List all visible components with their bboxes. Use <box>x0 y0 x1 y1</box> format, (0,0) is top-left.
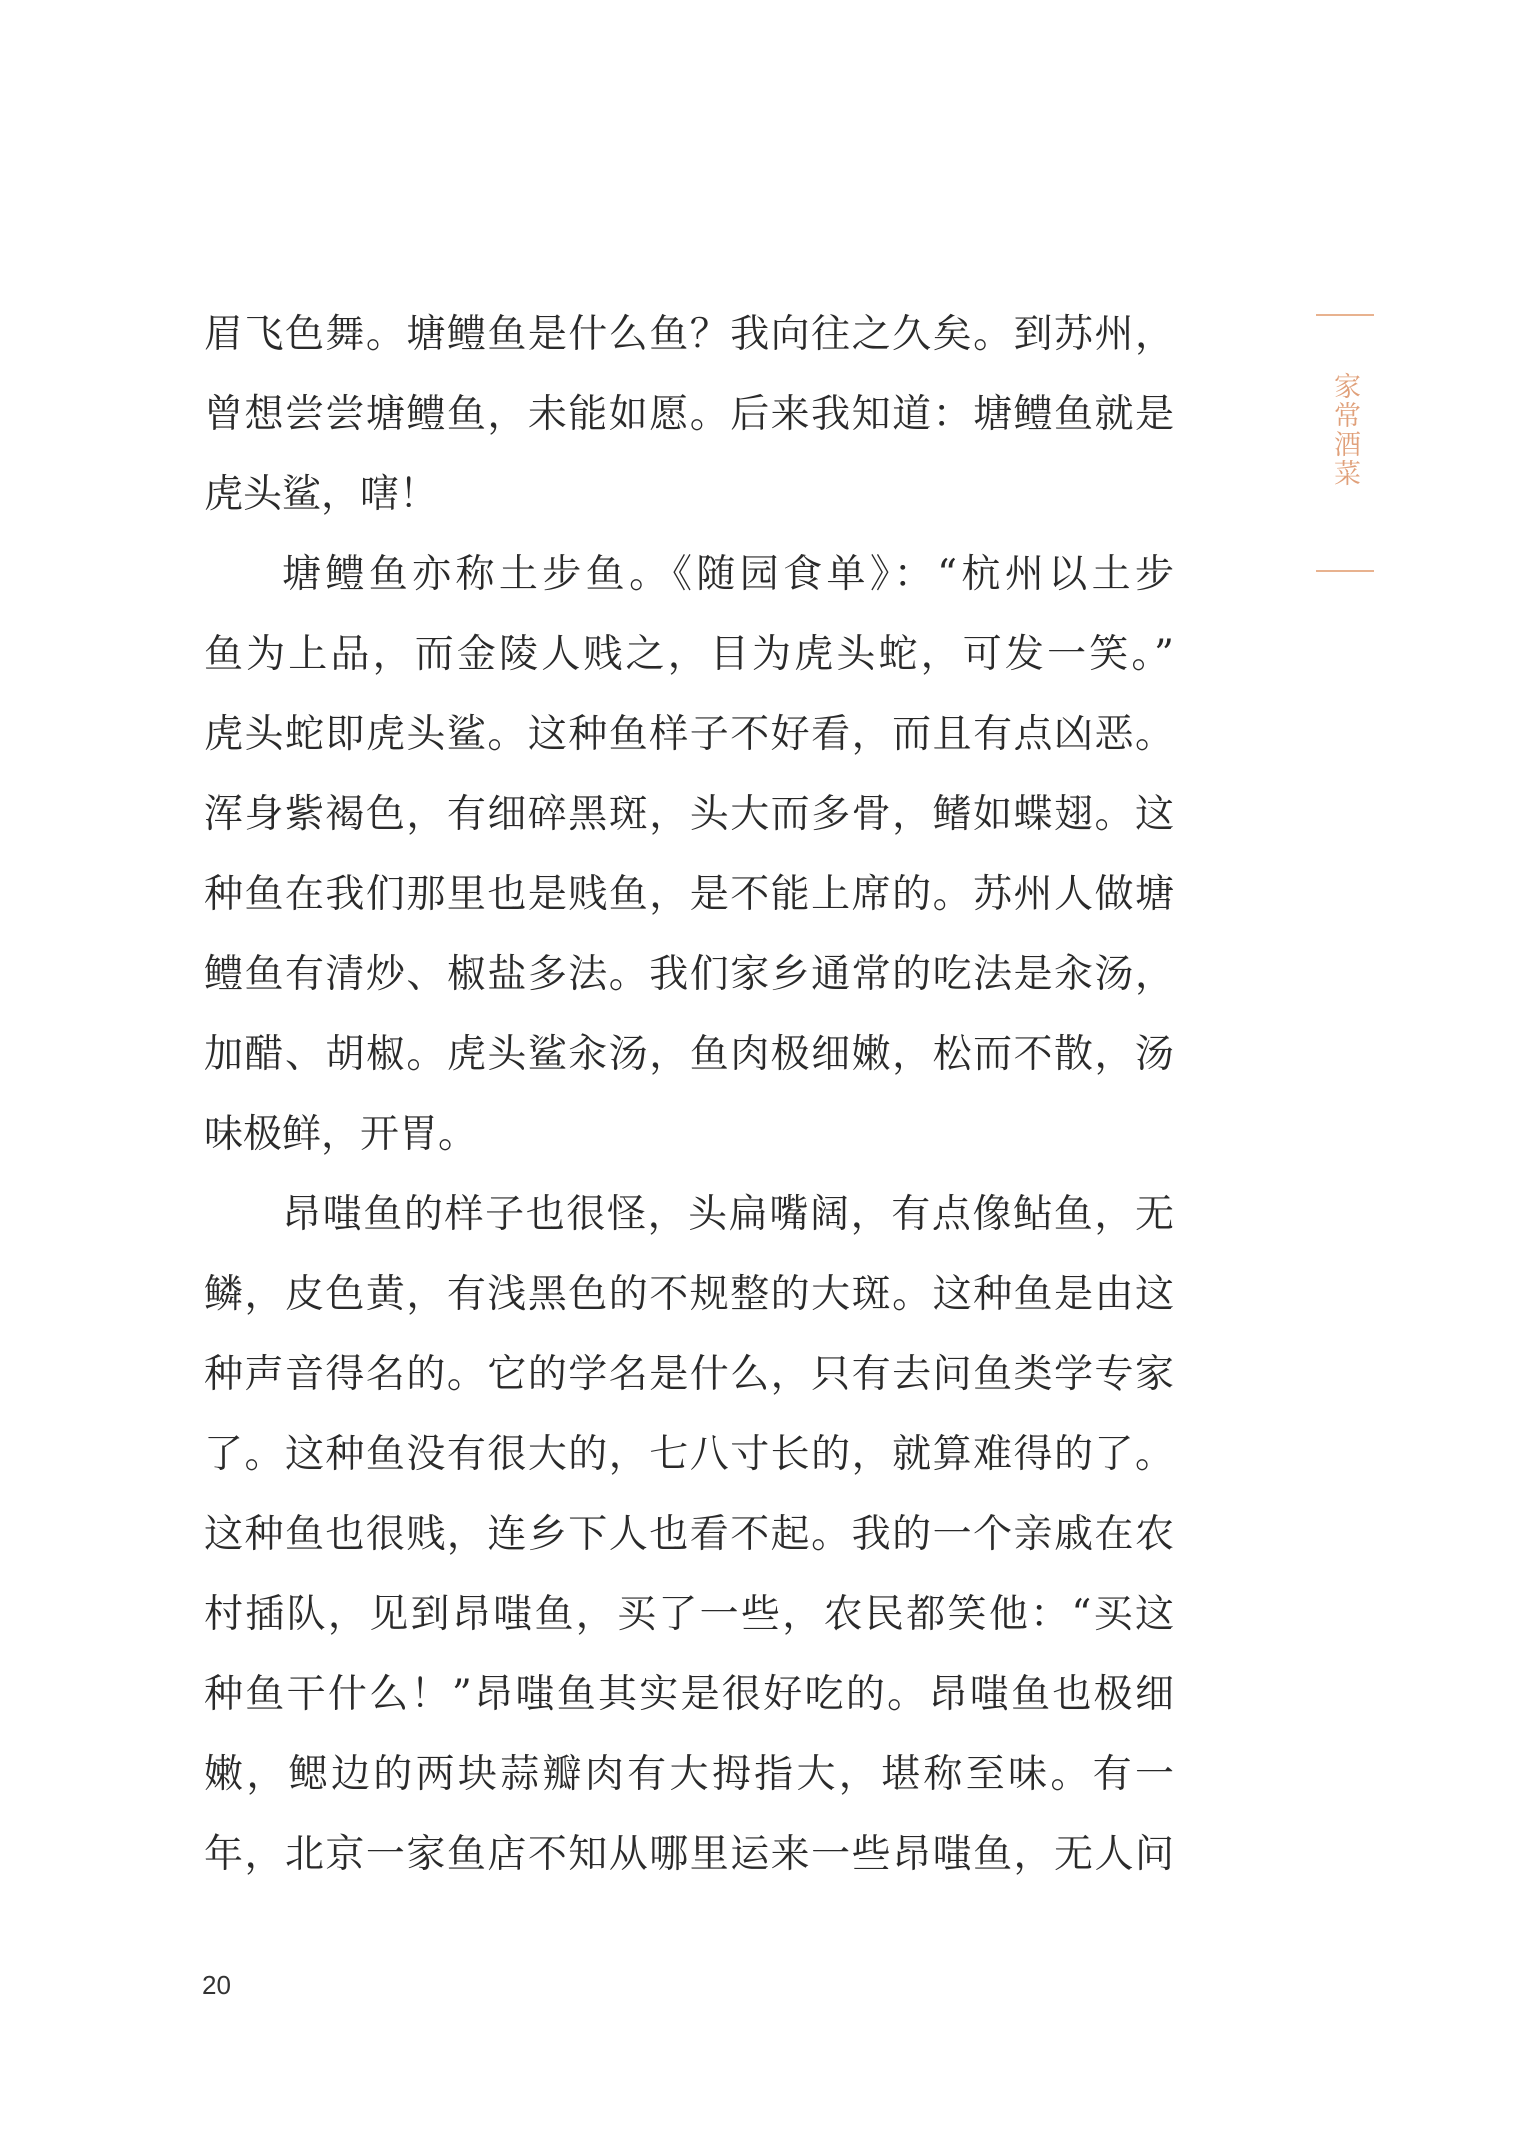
running-head: 家常酒菜 <box>1329 372 1360 488</box>
running-head-bottom-rule <box>1316 570 1374 572</box>
text-line: 这种鱼也很贱，连乡下人也看不起。我的一个亲戚在农 <box>204 1512 1174 1557</box>
text-line: 鳢鱼有清炒、椒盐多法。我们家乡通常的吃法是汆汤， <box>204 952 1174 997</box>
text-line: 虎头蛇即虎头鲨。这种鱼样子不好看，而且有点凶恶。 <box>204 712 1174 757</box>
text-line: 味极鲜，开胃。 <box>204 1112 478 1157</box>
text-line: 种鱼干什么！”昂嗤鱼其实是很好吃的。昂嗤鱼也极细 <box>204 1672 1174 1717</box>
text-line: 曾想尝尝塘鳢鱼，未能如愿。后来我知道：塘鳢鱼就是 <box>204 392 1174 437</box>
text-line: 浑身紫褐色，有细碎黑斑，头大而多骨，鳍如蝶翅。这 <box>204 792 1174 837</box>
text-line: 嫩，鳃边的两块蒜瓣肉有大拇指大，堪称至味。有一 <box>204 1752 1174 1797</box>
text-line: 加醋、胡椒。虎头鲨汆汤，鱼肉极细嫩，松而不散，汤 <box>204 1032 1174 1077</box>
text-line: 村插队，见到昂嗤鱼，买了一些，农民都笑他：“买这 <box>204 1592 1174 1637</box>
text-line: 虎头鲨，嗐！ <box>204 472 439 517</box>
text-line: 种鱼在我们那里也是贱鱼，是不能上席的。苏州人做塘 <box>204 872 1174 917</box>
text-line: 了。这种鱼没有很大的，七八寸长的，就算难得的了。 <box>204 1432 1174 1477</box>
text-line: 眉飞色舞。塘鳢鱼是什么鱼？我向往之久矣。到苏州， <box>204 312 1174 357</box>
running-head-top-rule <box>1316 314 1374 316</box>
text-line: 昂嗤鱼的样子也很怪，头扁嘴阔，有点像鲇鱼，无 <box>282 1192 1174 1237</box>
text-line: 鱼为上品，而金陵人贱之，目为虎头蛇，可发一笑。” <box>204 632 1174 677</box>
page-number: 20 <box>202 1970 231 2000</box>
text-line: 种声音得名的。它的学名是什么，只有去问鱼类学专家 <box>204 1352 1174 1397</box>
body-text <box>204 295 1174 1895</box>
text-line: 塘鳢鱼亦称土步鱼。《随园食单》：“杭州以土步 <box>282 552 1174 597</box>
text-line: 年，北京一家鱼店不知从哪里运来一些昂嗤鱼，无人问 <box>204 1832 1174 1877</box>
text-line: 鳞，皮色黄，有浅黑色的不规整的大斑。这种鱼是由这 <box>204 1272 1174 1317</box>
